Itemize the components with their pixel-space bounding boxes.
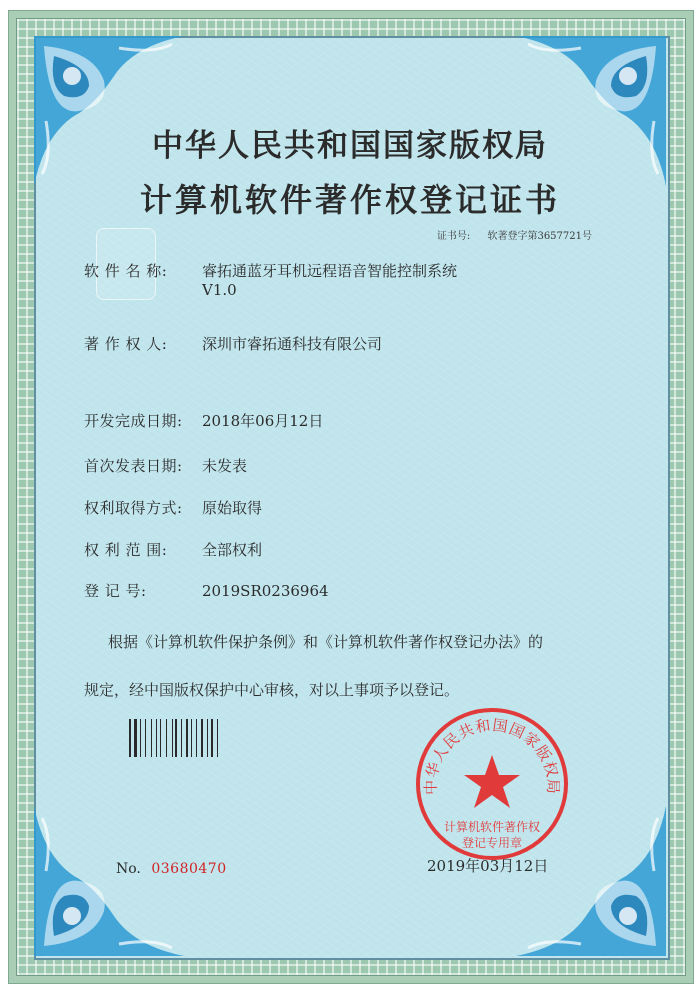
barcode-bar — [129, 719, 131, 757]
official-seal — [413, 705, 571, 863]
barcode-bar — [204, 719, 206, 757]
field-acquire — [84, 497, 262, 518]
field-value: 深圳市睿拓通科技有限公司 — [202, 335, 383, 353]
barcode-bar — [186, 719, 188, 757]
field-label: 权 利 范 围: — [84, 541, 168, 559]
barcode-bar — [211, 719, 213, 757]
seal-line-2: 登记专用章 — [461, 836, 523, 850]
barcode-bar — [153, 719, 154, 757]
barcode-bar — [198, 719, 199, 757]
field-dev-date — [84, 410, 323, 431]
barcode-bar — [138, 719, 139, 757]
issue-date: 2019年03月12日 — [427, 857, 549, 875]
cert-no-value: 软著登字第3657721号 — [487, 231, 592, 242]
barcode-bar — [134, 719, 136, 757]
barcode-bar — [194, 719, 196, 757]
barcode-bar — [214, 719, 215, 757]
cert-no-label: 证书号: — [436, 231, 471, 242]
barcode-bar — [142, 719, 144, 757]
serial-label: No. — [116, 861, 141, 877]
field-label: 开发完成日期: — [84, 412, 183, 430]
field-scope — [84, 539, 262, 560]
field-pub-date — [84, 455, 247, 476]
barcode-bar — [182, 719, 184, 757]
barcode-bar — [179, 719, 180, 757]
barcode-bar — [163, 719, 165, 757]
corner-ornament-icon — [34, 806, 184, 956]
field-software-version — [202, 281, 237, 299]
field-owner — [84, 333, 382, 354]
issuer-title: 中华人民共和国国家版权局 — [152, 128, 548, 164]
field-value: 2018年06月12日 — [202, 412, 324, 430]
serial-number — [116, 861, 227, 877]
barcode-bar — [172, 719, 173, 757]
barcode-bar — [167, 719, 169, 757]
statement-line-1: 根据《计算机软件保护条例》和《计算机软件著作权登记办法》的 — [108, 633, 544, 651]
field-reg-no — [84, 580, 329, 601]
field-value: 2019SR0236964 — [202, 582, 329, 600]
seal-arc-text: 中华人民共和国国家版权局 — [423, 718, 561, 795]
barcode-bar — [207, 719, 208, 757]
serial-value: 03680470 — [151, 861, 227, 877]
barcode-bar — [201, 719, 203, 757]
barcode-bar — [217, 719, 218, 757]
field-label: 登 记 号: — [84, 582, 147, 600]
barcode-bar — [218, 719, 220, 757]
seal-line-1: 计算机软件著作权 — [443, 820, 541, 834]
field-value: 原始取得 — [202, 499, 263, 517]
barcode-bar — [181, 719, 182, 757]
field-label: 权利取得方式: — [84, 499, 183, 517]
barcode-bar — [166, 719, 167, 757]
barcode-bar — [189, 719, 190, 757]
barcode-bar — [160, 719, 162, 757]
field-software-name — [84, 260, 457, 281]
barcode-bar — [151, 719, 153, 757]
field-label: 著 作 权 人: — [84, 335, 168, 353]
statement-line-2: 规定，经中国版权保护中心审核，对以上事项予以登记。 — [84, 681, 460, 699]
field-value: 睿拓通蓝牙耳机远程语音智能控制系统 — [202, 262, 458, 280]
barcode-bar — [140, 719, 141, 757]
barcode-bar — [210, 719, 211, 757]
barcode-bar — [196, 719, 197, 757]
barcode-bar — [158, 719, 159, 757]
barcode-bar — [145, 719, 146, 757]
field-label: 首次发表日期: — [84, 457, 183, 475]
barcode-bar — [147, 719, 149, 757]
certificate-number — [437, 227, 592, 242]
barcode-bar — [191, 719, 192, 757]
star-icon — [464, 755, 520, 808]
barcode — [129, 719, 221, 757]
barcode-bar — [156, 719, 157, 757]
barcode-bar — [175, 719, 177, 757]
barcode-bar — [133, 719, 134, 757]
barcode-bar — [174, 719, 175, 757]
field-value: 未发表 — [202, 457, 248, 475]
field-value: 全部权利 — [202, 541, 263, 559]
certificate-title: 计算机软件著作权登记证书 — [139, 181, 560, 219]
field-label: 软 件 名 称: — [84, 262, 168, 280]
version-value: V1.0 — [202, 281, 237, 299]
